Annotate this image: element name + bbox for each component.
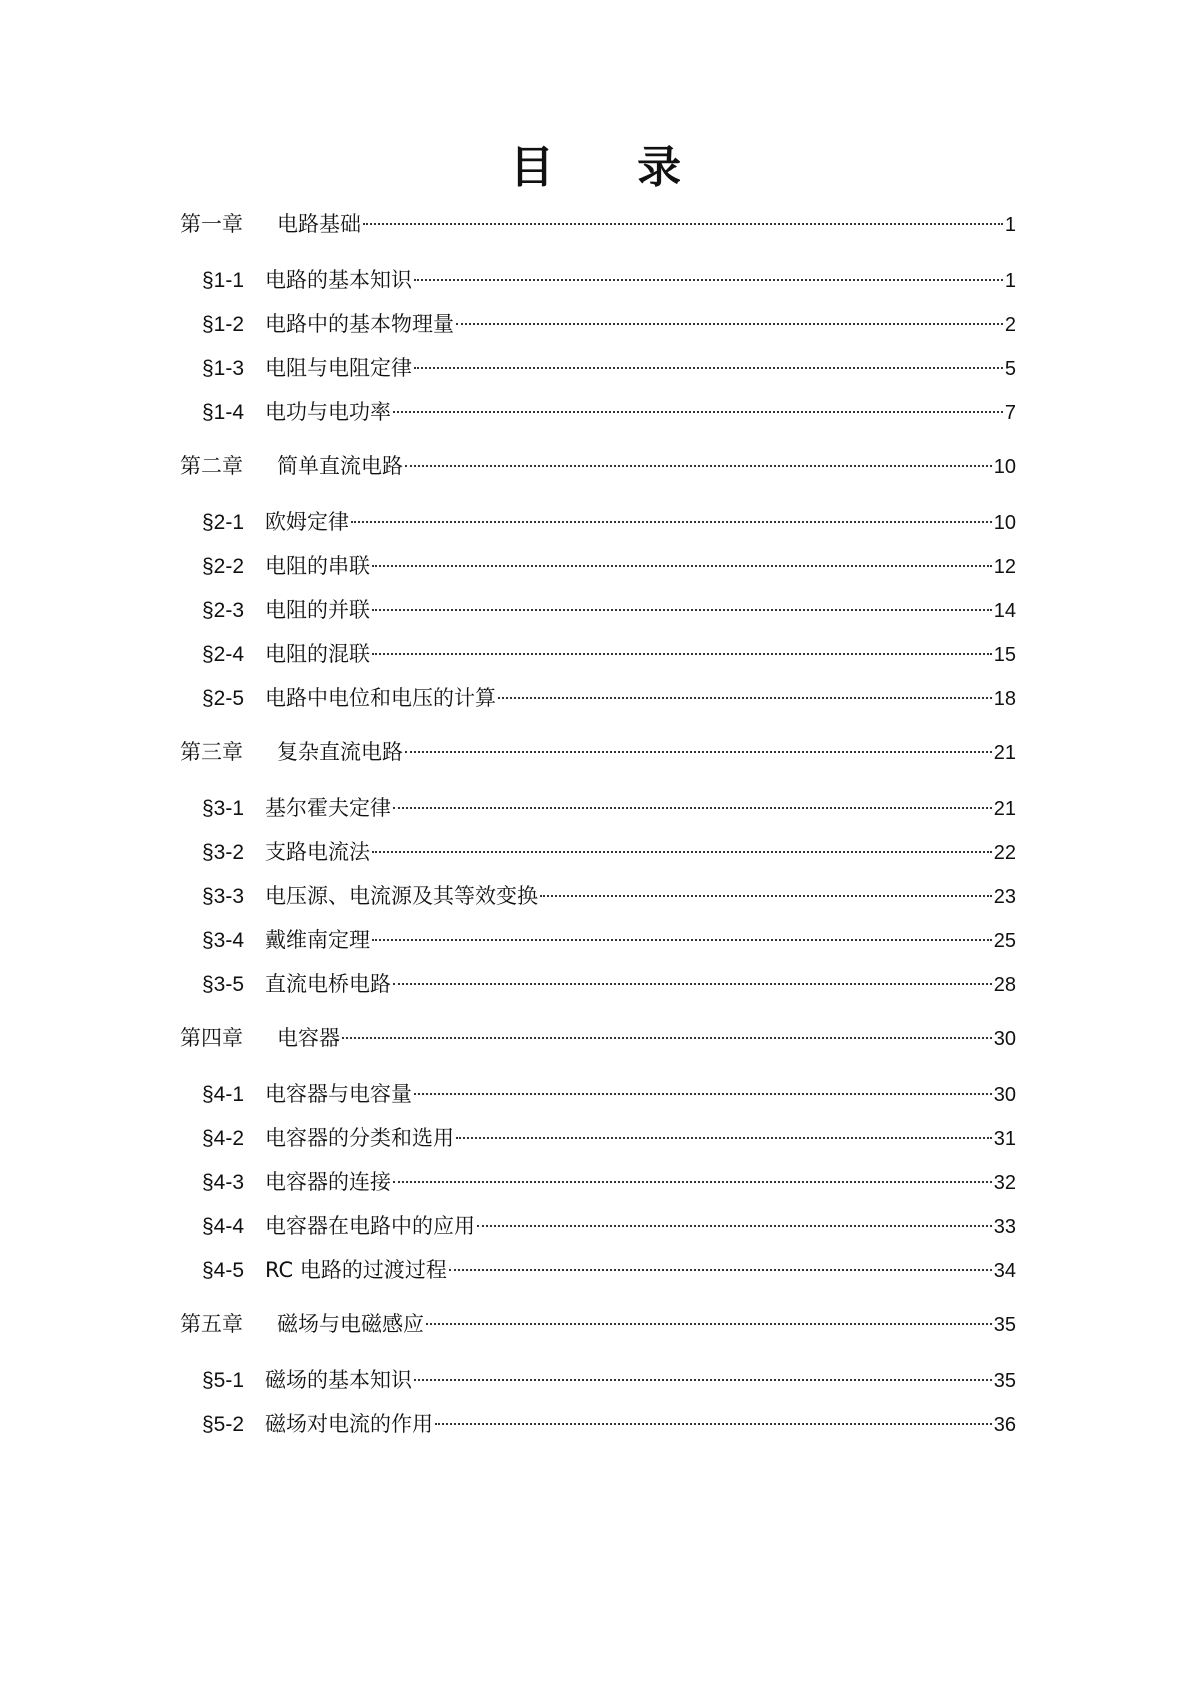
dot-leader [405, 465, 992, 467]
toc-section-entry[interactable] [202, 791, 1016, 825]
toc-entry-number: §2-5 [202, 687, 245, 710]
toc-entry-title: 电容器与电容量 [265, 1082, 412, 1106]
dot-leader [393, 1181, 992, 1183]
dot-leader [426, 1323, 992, 1325]
toc-section-entry[interactable] [202, 505, 1016, 539]
toc-entry-number: §2-4 [202, 643, 245, 666]
toc-entry-number: §2-3 [202, 599, 245, 622]
toc-entry-title: 复杂直流电路 [277, 740, 403, 764]
toc-entry-title: 电阻与电阻定律 [265, 356, 412, 380]
dot-leader [449, 1269, 992, 1271]
toc-entry-number: §2-2 [202, 555, 245, 578]
toc-entry-title: 戴维南定理 [265, 928, 370, 952]
toc-entry-title: 电阻的混联 [265, 642, 370, 666]
dot-leader [393, 807, 992, 809]
toc-entry-number: §1-4 [202, 401, 245, 424]
toc-entry-title: 磁场对电流的作用 [265, 1412, 433, 1436]
toc-section-entry[interactable] [202, 263, 1016, 297]
toc-entry-title: 电路中的基本物理量 [265, 312, 454, 336]
toc-entry-title: 电容器的分类和选用 [265, 1126, 454, 1150]
toc-chapter-entry[interactable] [180, 1307, 1016, 1341]
toc-entry-title: 电容器 [277, 1026, 340, 1050]
toc-entry-page-number: 7 [1004, 402, 1016, 424]
toc-entry-page-number: 21 [993, 798, 1016, 820]
dot-leader [435, 1423, 992, 1425]
toc-entry-page-number: 2 [1004, 314, 1016, 336]
toc-entry-number: §1-1 [202, 269, 245, 292]
toc-section-entry[interactable] [202, 879, 1016, 913]
toc-entry-title: 电阻的串联 [265, 554, 370, 578]
toc-section-entry[interactable] [202, 637, 1016, 671]
toc-section-entry[interactable] [202, 681, 1016, 715]
toc-section-entry[interactable] [202, 967, 1016, 1001]
toc-entry-title: 电路中电位和电压的计算 [265, 686, 496, 710]
dot-leader [372, 939, 992, 941]
toc-section-entry[interactable] [202, 1363, 1016, 1397]
dot-leader [414, 279, 1003, 281]
toc-entry-number: 第三章 [180, 740, 243, 764]
toc-entry-title: 电路基础 [277, 212, 361, 236]
dot-leader [372, 565, 992, 567]
toc-entry-page-number: 34 [993, 1260, 1016, 1282]
toc-entry-page-number: 32 [993, 1172, 1016, 1194]
toc-entry-number: §5-2 [202, 1413, 245, 1436]
toc-chapter-entry[interactable] [180, 207, 1016, 241]
toc-entry-page-number: 28 [993, 974, 1016, 996]
toc-entry-page-number: 1 [1004, 270, 1016, 292]
toc-entry-page-number: 23 [993, 886, 1016, 908]
toc-entry-number: §1-3 [202, 357, 245, 380]
toc-entry-title: 支路电流法 [265, 840, 370, 864]
dot-leader [414, 1093, 992, 1095]
toc-entry-number: §2-1 [202, 511, 245, 534]
dot-leader [393, 411, 1003, 413]
toc-entry-number: §5-1 [202, 1369, 245, 1392]
toc-section-entry[interactable] [202, 351, 1016, 385]
toc-section-entry[interactable] [202, 1253, 1016, 1287]
toc-entry-number: 第五章 [180, 1312, 243, 1336]
dot-leader [393, 983, 992, 985]
toc-entry-number: 第一章 [180, 212, 243, 236]
toc-entry-number: §4-3 [202, 1171, 245, 1194]
dot-leader [342, 1037, 992, 1039]
toc-entry-page-number: 14 [993, 600, 1016, 622]
toc-entry-page-number: 5 [1004, 358, 1016, 380]
dot-leader [351, 521, 992, 523]
toc-entry-number: §3-3 [202, 885, 245, 908]
toc-entry-page-number: 15 [993, 644, 1016, 666]
toc-entry-title: 电路的基本知识 [265, 268, 412, 292]
toc-section-entry[interactable] [202, 923, 1016, 957]
toc-entry-number: §4-5 [202, 1259, 245, 1282]
toc-chapter-entry[interactable] [180, 735, 1016, 769]
toc-entry-number: §4-1 [202, 1083, 245, 1106]
toc-entry-number: §4-4 [202, 1215, 245, 1238]
dot-leader [372, 851, 992, 853]
toc-section-entry[interactable] [202, 1165, 1016, 1199]
dot-leader [372, 653, 992, 655]
toc-chapter-entry[interactable] [180, 1021, 1016, 1055]
dot-leader [456, 323, 1003, 325]
toc-chapter-entry[interactable] [180, 449, 1016, 483]
toc-entry-number: §3-1 [202, 797, 245, 820]
toc-section-entry[interactable] [202, 307, 1016, 341]
toc-entry-page-number: 35 [993, 1314, 1016, 1336]
toc-entry-page-number: 18 [993, 688, 1016, 710]
dot-leader [363, 223, 1003, 225]
toc-entry-title: RC 电路的过渡过程 [265, 1258, 447, 1282]
toc-entry-page-number: 36 [993, 1414, 1016, 1436]
toc-entry-page-number: 30 [993, 1084, 1016, 1106]
toc-title: 目 录 [509, 142, 716, 193]
toc-entry-page-number: 33 [993, 1216, 1016, 1238]
toc-entry-title: 电阻的并联 [265, 598, 370, 622]
dot-leader [498, 697, 992, 699]
toc-entry-title: 基尔霍夫定律 [265, 796, 391, 820]
toc-entry-title: 电功与电功率 [265, 400, 391, 424]
toc-entry-title: 磁场的基本知识 [265, 1368, 412, 1392]
dot-leader [405, 751, 992, 753]
toc-entry-title: 电压源、电流源及其等效变换 [265, 884, 538, 908]
toc-section-entry[interactable] [202, 549, 1016, 583]
toc-entry-title: 电容器的连接 [265, 1170, 391, 1194]
dot-leader [540, 895, 992, 897]
dot-leader [372, 609, 992, 611]
toc-entry-number: §3-4 [202, 929, 245, 952]
toc-entry-page-number: 31 [993, 1128, 1016, 1150]
toc-entry-number: 第二章 [180, 454, 243, 478]
toc-entry-page-number: 25 [993, 930, 1016, 952]
toc-entry-page-number: 21 [993, 742, 1016, 764]
toc-entry-number: §1-2 [202, 313, 245, 336]
toc-entry-page-number: 35 [993, 1370, 1016, 1392]
toc-section-entry[interactable] [202, 395, 1016, 429]
dot-leader [414, 367, 1003, 369]
toc-entry-title: 简单直流电路 [277, 454, 403, 478]
toc-section-entry[interactable] [202, 1121, 1016, 1155]
toc-section-entry[interactable] [202, 1407, 1016, 1441]
toc-section-entry[interactable] [202, 1077, 1016, 1111]
toc-section-entry[interactable] [202, 593, 1016, 627]
toc-entry-page-number: 12 [993, 556, 1016, 578]
toc-entry-title: 直流电桥电路 [265, 972, 391, 996]
toc-entry-number: §4-2 [202, 1127, 245, 1150]
dot-leader [414, 1379, 992, 1381]
toc-entry-page-number: 10 [993, 512, 1016, 534]
toc-entry-title: 欧姆定律 [265, 510, 349, 534]
toc-entry-page-number: 30 [993, 1028, 1016, 1050]
toc-entry-title: 电容器在电路中的应用 [265, 1214, 475, 1238]
dot-leader [477, 1225, 992, 1227]
toc-entry-page-number: 10 [993, 456, 1016, 478]
toc-entry-number: §3-5 [202, 973, 245, 996]
toc-entry-page-number: 22 [993, 842, 1016, 864]
toc-entry-number: 第四章 [180, 1026, 243, 1050]
toc-section-entry[interactable] [202, 1209, 1016, 1243]
dot-leader [456, 1137, 992, 1139]
toc-section-entry[interactable] [202, 835, 1016, 869]
toc-entry-number: §3-2 [202, 841, 245, 864]
toc-entry-title: 磁场与电磁感应 [277, 1312, 424, 1336]
toc-entry-page-number: 1 [1004, 214, 1016, 236]
